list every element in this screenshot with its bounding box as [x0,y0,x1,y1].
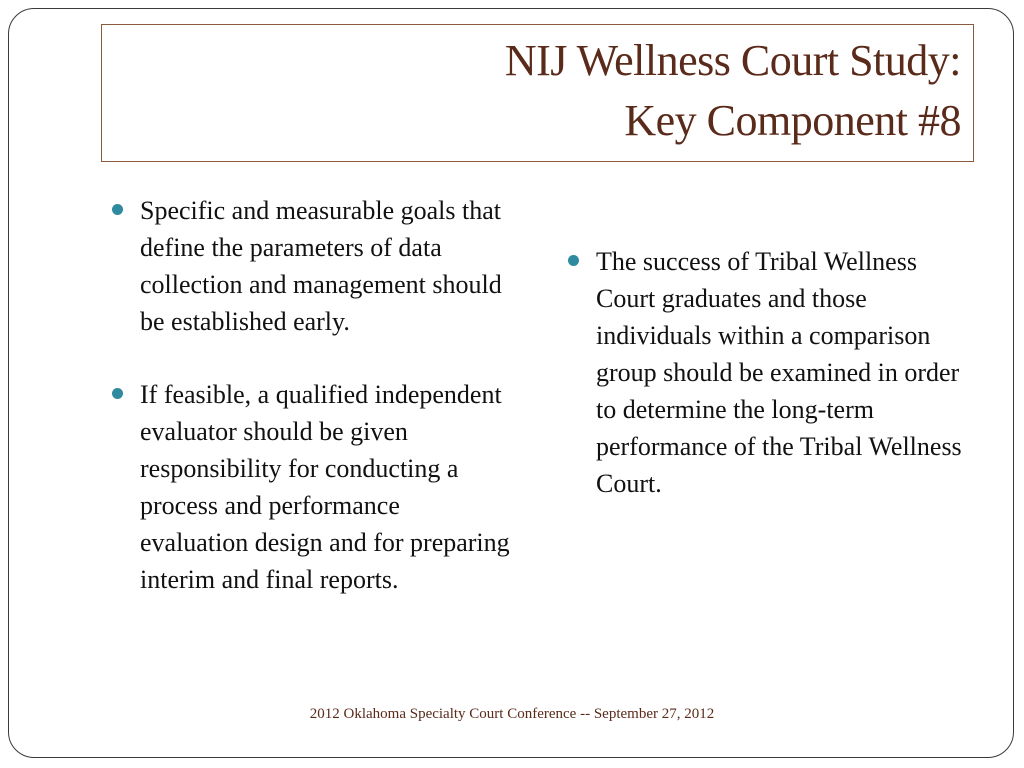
title-line-2: Key Component #8 [624,96,961,145]
left-bullet-2-text: If feasible, a qualified independent evaluator should be given responsibility for conducting a process and performance evaluation design and for preparing interim and final reports. [140,380,510,594]
left-column [110,192,510,634]
right-bullet-1 [566,243,976,502]
left-bullet-2 [110,376,510,598]
bullet-dot-icon [568,255,579,266]
title-box [101,24,974,162]
left-bullet-1 [110,192,510,340]
left-bullet-1-text: Specific and measurable goals that define the parameters of data collection and management should be established early. [140,196,502,336]
footer-text: 2012 Oklahoma Specialty Court Conference -- September 27, 2012 [309,706,715,722]
title-line-1: NIJ Wellness Court Study: [504,36,961,85]
bullet-dot-icon [112,204,123,215]
right-column [566,243,976,538]
right-bullet-1-text: The success of Tribal Wellness Court graduates and those individuals within a comparison group should be examined in order to determine the long-term performance of the Tribal Wellness Court. [596,247,962,498]
bullet-dot-icon [112,388,123,399]
